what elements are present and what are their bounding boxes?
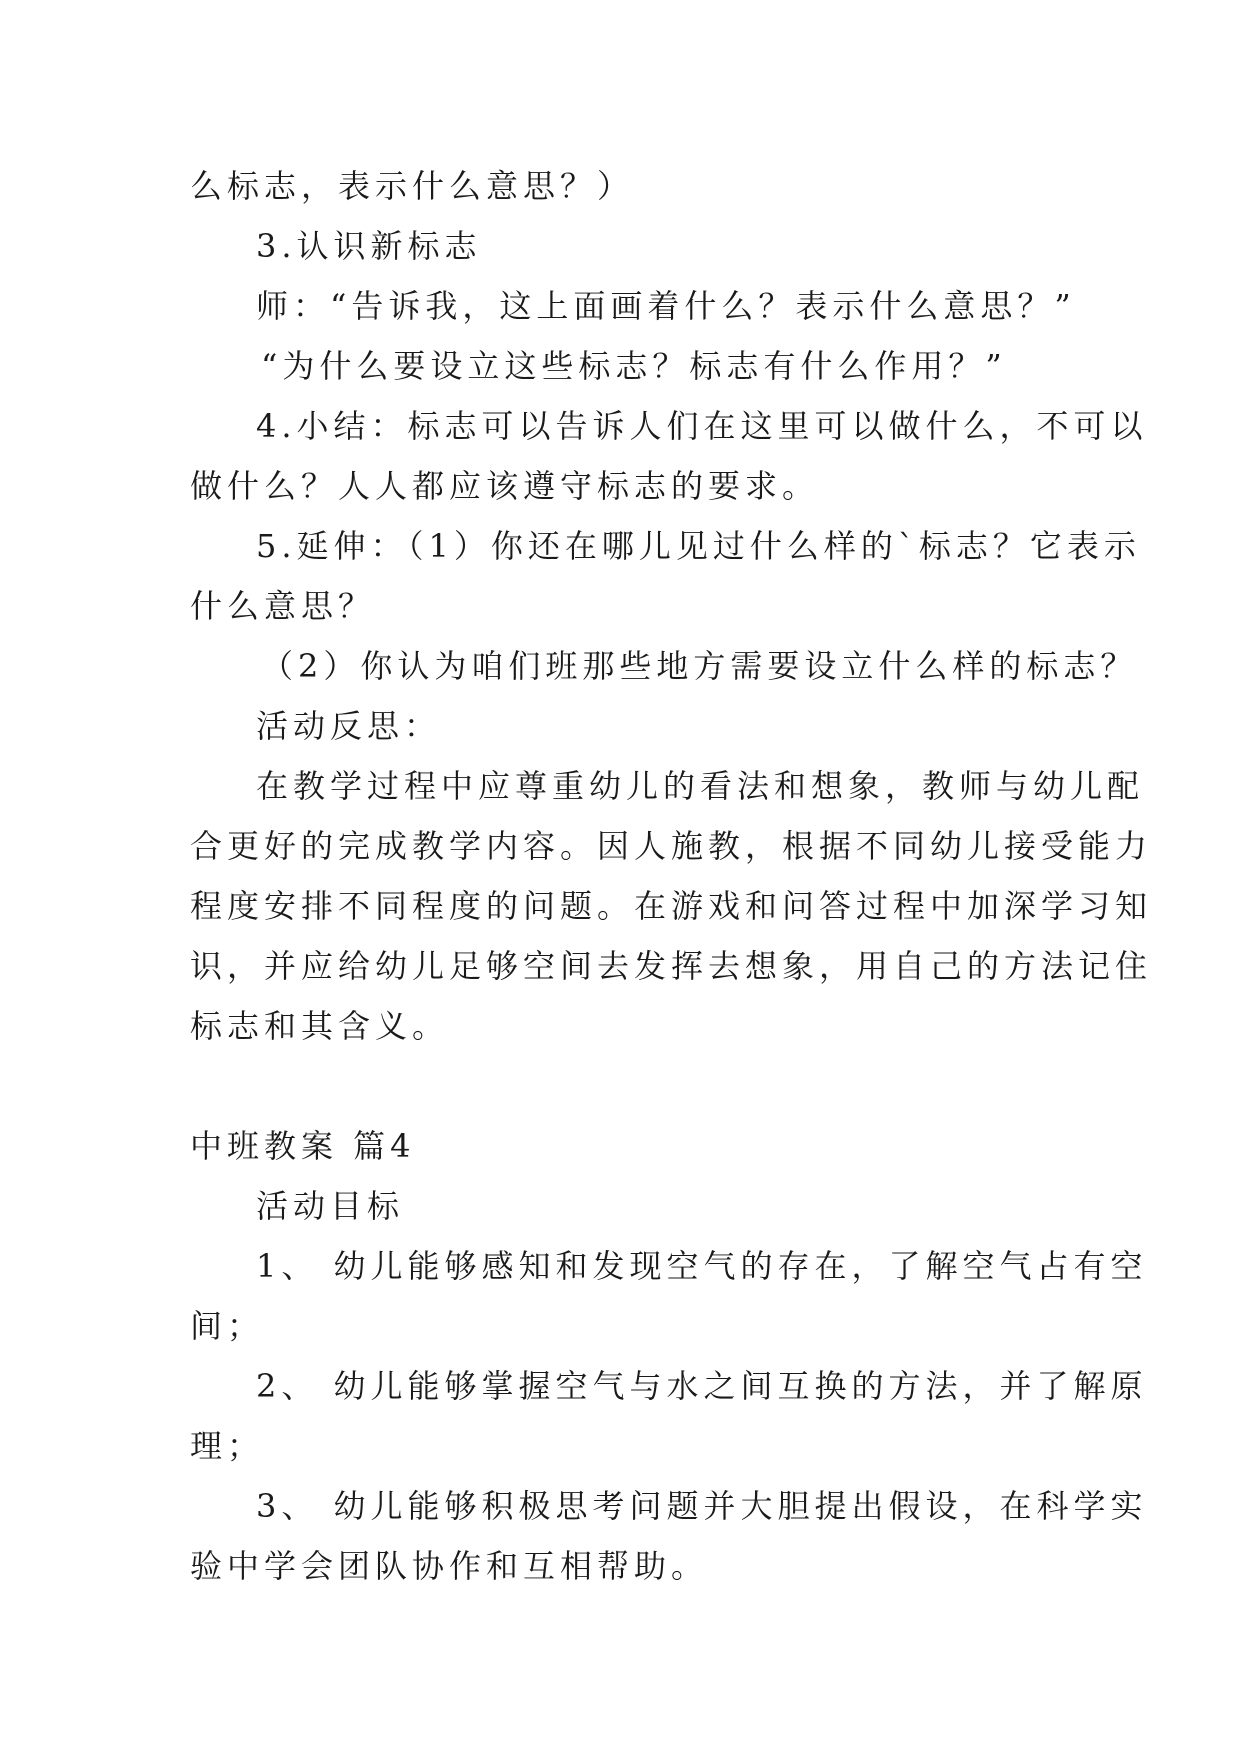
list-item: 2、 幼儿能够掌握空气与水之间互换的方法，并了解原 bbox=[256, 1367, 1148, 1405]
paragraph-line: 程度安排不同程度的问题。在游戏和问答过程中加深学习知 bbox=[190, 887, 1153, 925]
section-heading: 活动目标 bbox=[256, 1187, 405, 1225]
paragraph-line: 4.小结：标志可以告诉人们在这里可以做什么，不可以 bbox=[256, 407, 1148, 445]
paragraph-line: 么标志，表示什么意思？） bbox=[190, 167, 635, 205]
paragraph-line: 5.延伸：（1）你还在哪儿见过什么样的`标志？它表示 bbox=[256, 527, 1141, 565]
section-heading: 活动反思： bbox=[256, 707, 442, 745]
paragraph-line: 师：“告诉我，这上面画着什么？表示什么意思？” bbox=[256, 287, 1076, 325]
paragraph-line: 做什么？人人都应该遵守标志的要求。 bbox=[190, 467, 820, 505]
list-item: 1、 幼儿能够感知和发现空气的存在，了解空气占有空 bbox=[256, 1247, 1148, 1285]
paragraph-line: 在教学过程中应尊重幼儿的看法和想象，教师与幼儿配 bbox=[256, 767, 1145, 805]
paragraph-line: 标志和其含义。 bbox=[190, 1007, 450, 1045]
list-item-continuation: 验中学会团队协作和互相帮助。 bbox=[190, 1547, 709, 1585]
paragraph-line: （2）你认为咱们班那些地方需要设立什么样的标志？ bbox=[261, 647, 1138, 685]
list-item-continuation: 理； bbox=[190, 1427, 265, 1465]
paragraph-line: 合更好的完成教学内容。因人施教，根据不同幼儿接受能力 bbox=[190, 827, 1153, 865]
paragraph-line: 什么意思？ bbox=[190, 587, 376, 625]
section-title: 中班教案 篇4 bbox=[190, 1127, 416, 1165]
section-heading: 3.认识新标志 bbox=[256, 227, 482, 265]
list-item-continuation: 间； bbox=[190, 1307, 265, 1345]
list-item: 3、 幼儿能够积极思考问题并大胆提出假设，在科学实 bbox=[256, 1487, 1148, 1525]
paragraph-line: 识，并应给幼儿足够空间去发挥去想象，用自己的方法记住 bbox=[190, 947, 1153, 985]
paragraph-line: “为什么要设立这些标志？标志有什么作用？” bbox=[261, 347, 1007, 385]
